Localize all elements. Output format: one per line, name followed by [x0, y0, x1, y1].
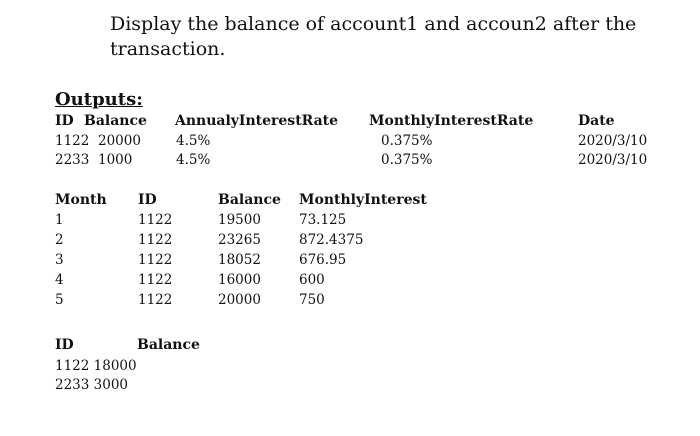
table-cell: 676.95 [299, 252, 347, 268]
task-line-2: transaction. [110, 38, 226, 60]
table-cell: 1122 [138, 232, 173, 248]
monthly-header-interest: MonthlyInterest [299, 192, 427, 208]
table-cell: 4.5% [176, 152, 211, 168]
table-cell: 872.4375 [299, 232, 364, 248]
task-line-1: Display the balance of account1 and accoun2 after the [110, 13, 637, 35]
table-cell: 2020/3/10 [578, 133, 648, 149]
table-cell: 1122 [138, 272, 173, 288]
table-cell: 2233 3000 [55, 377, 129, 393]
table-cell: 1000 [98, 152, 133, 168]
outputs-heading: Outputs: [55, 89, 143, 110]
table-cell: 3 [55, 252, 64, 268]
monthly-header-balance: Balance [218, 192, 281, 208]
final-header-balance: Balance [137, 337, 200, 353]
table-cell: 16000 [218, 272, 261, 288]
monthly-header-month: Month [55, 192, 107, 208]
accounts-header-balance: Balance [84, 113, 147, 129]
monthly-header-id: ID [138, 192, 157, 208]
table-cell: 750 [299, 292, 325, 308]
table-cell: 0.375% [381, 133, 433, 149]
table-cell: 2233 [55, 152, 90, 168]
table-cell: 1122 [55, 133, 90, 149]
accounts-header-annual-rate: AnnualyInterestRate [175, 113, 339, 129]
table-cell: 18052 [218, 252, 261, 268]
table-cell: 1122 [138, 212, 173, 228]
table-cell: 0.375% [381, 152, 433, 168]
table-cell: 5 [55, 292, 64, 308]
final-header-id: ID [55, 337, 74, 353]
table-cell: 1 [55, 212, 64, 228]
table-cell: 4.5% [176, 133, 211, 149]
task-description [110, 12, 650, 62]
table-cell: 4 [55, 272, 64, 288]
table-cell: 23265 [218, 232, 261, 248]
accounts-header-monthly-rate: MonthlyInterestRate [369, 113, 534, 129]
table-cell: 1122 [138, 252, 173, 268]
accounts-header-id: ID [55, 113, 74, 129]
table-cell: 2 [55, 232, 64, 248]
table-cell: 1122 18000 [55, 358, 137, 374]
table-cell: 2020/3/10 [578, 152, 648, 168]
table-cell: 20000 [98, 133, 141, 149]
accounts-header-date: Date [578, 113, 615, 129]
table-cell: 1122 [138, 292, 173, 308]
table-cell: 73.125 [299, 212, 347, 228]
table-cell: 600 [299, 272, 325, 288]
table-cell: 19500 [218, 212, 261, 228]
table-cell: 20000 [218, 292, 261, 308]
